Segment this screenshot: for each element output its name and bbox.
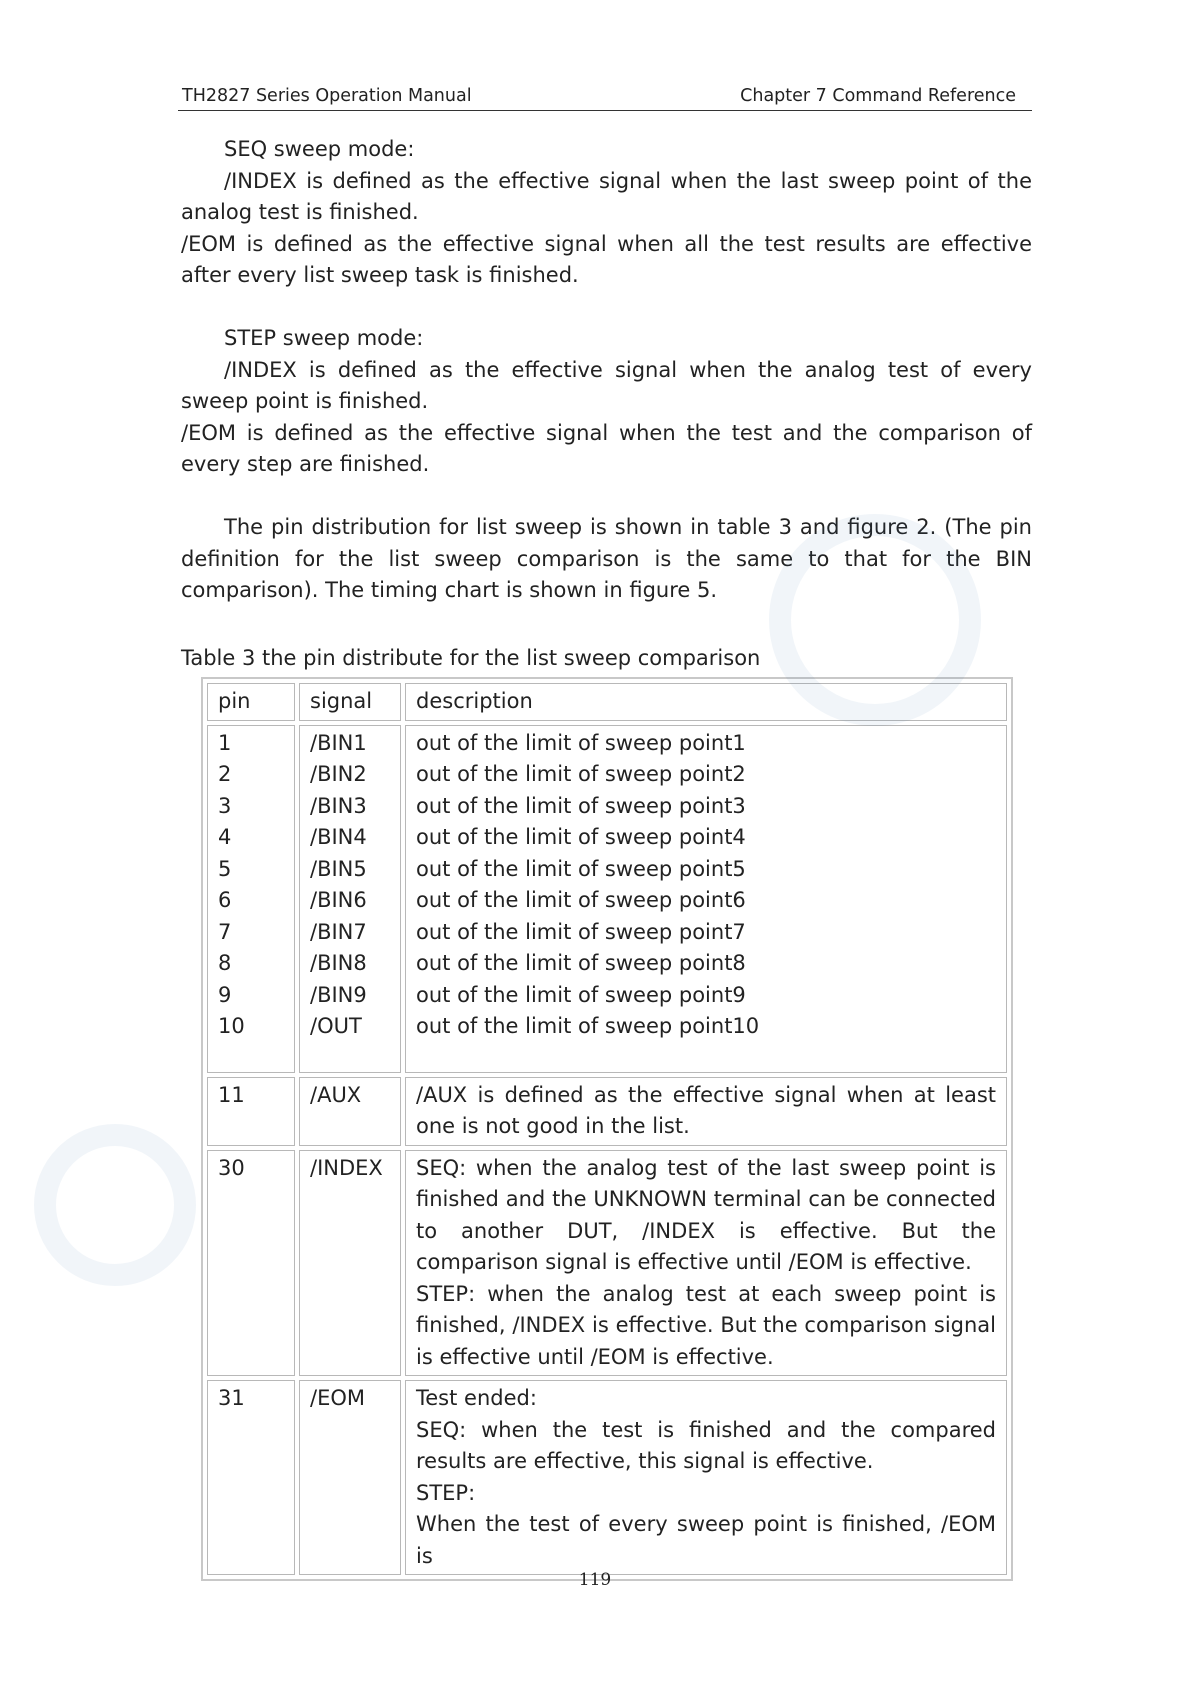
bin-pin: 8 bbox=[218, 951, 232, 975]
bin-signal: /BIN5 bbox=[310, 856, 367, 881]
bin-pin: 9 bbox=[218, 982, 232, 1007]
aux-description: /AUX is defined as the effective signal when at least one is not good in the list. bbox=[405, 1077, 1007, 1146]
step-index-paragraph: /INDEX is defined as the effective signal when the analog test of every sweep point is finished. bbox=[181, 357, 1032, 413]
header-chapter-title: Chapter 7 Command Reference bbox=[740, 86, 1016, 106]
table-row-bins bbox=[207, 725, 1007, 1073]
bin-pin: 6 bbox=[218, 888, 232, 912]
table-header-row bbox=[207, 683, 1007, 721]
bin-pin: 10 bbox=[218, 1014, 245, 1038]
header-signal: signal bbox=[299, 683, 401, 721]
eom-signal: /EOM bbox=[299, 1380, 401, 1575]
index-description-seq: SEQ: when the analog test of the last sweep point is finished and the UNKNOWN terminal can be connected to another DUT, /INDEX is effective. But the comparison signal is effective until /EOM is effective. bbox=[416, 1155, 996, 1274]
seq-title: SEQ sweep mode: bbox=[224, 137, 415, 161]
header-description: description bbox=[405, 683, 1007, 721]
bin-description: out of the limit of sweep point4 bbox=[416, 825, 746, 849]
bin-signal: /BIN2 bbox=[310, 762, 367, 786]
bin-signal: /BIN1 bbox=[310, 730, 367, 755]
bin-signal: /BIN8 bbox=[310, 951, 367, 975]
step-eom-paragraph: /EOM is defined as the effective signal when the test and the comparison of every step are finished. bbox=[181, 420, 1032, 476]
bin-description: out of the limit of sweep point3 bbox=[416, 793, 746, 818]
eom-description-step: When the test of every sweep point is finished, /EOM is bbox=[416, 1512, 996, 1568]
bin-description: out of the limit of sweep point2 bbox=[416, 762, 746, 786]
pin-distribution-paragraph: The pin distribution for list sweep is shown in table 3 and figure 2. (The pin definition for the list sweep comparison is the same to that for the BIN comparison). The timing chart is shown in figure 5. bbox=[181, 515, 1032, 602]
index-description bbox=[405, 1150, 1007, 1377]
bin-pin-cell bbox=[207, 725, 295, 1073]
seq-section bbox=[181, 134, 1032, 292]
header-manual-title: TH2827 Series Operation Manual bbox=[182, 86, 472, 106]
bin-description-cell bbox=[405, 725, 1007, 1073]
seq-index-paragraph: /INDEX is defined as the effective signal when the last sweep point of the analog test is finished. bbox=[181, 168, 1032, 224]
bin-description: out of the limit of sweep point6 bbox=[416, 888, 746, 912]
index-signal: /INDEX bbox=[299, 1150, 401, 1377]
bin-signal: /BIN7 bbox=[310, 919, 367, 944]
bin-description: out of the limit of sweep point9 bbox=[416, 982, 746, 1007]
bin-pin: 2 bbox=[218, 762, 232, 786]
bin-signal: /BIN6 bbox=[310, 888, 367, 912]
bin-description: out of the limit of sweep point8 bbox=[416, 951, 746, 975]
bin-signal-cell bbox=[299, 725, 401, 1073]
seq-eom-paragraph: /EOM is defined as the effective signal when all the test results are effective after every list sweep task is finished. bbox=[181, 231, 1032, 287]
bin-pin: 7 bbox=[218, 919, 232, 944]
step-section bbox=[181, 323, 1032, 481]
bin-signal: /BIN9 bbox=[310, 982, 367, 1007]
aux-signal: /AUX bbox=[299, 1077, 401, 1146]
bin-description: out of the limit of sweep point10 bbox=[416, 1014, 760, 1038]
pin-table bbox=[201, 677, 1013, 1581]
bin-pin: 5 bbox=[218, 856, 232, 881]
eom-description bbox=[405, 1380, 1007, 1575]
bin-description: out of the limit of sweep point5 bbox=[416, 856, 746, 881]
eom-description-seq: SEQ: when the test is finished and the compared results are effective, this signal is effective. bbox=[416, 1417, 996, 1473]
eom-pin: 31 bbox=[207, 1380, 295, 1575]
index-pin: 30 bbox=[207, 1150, 295, 1377]
page-number: 119 bbox=[578, 1570, 612, 1590]
table-caption: Table 3 the pin distribute for the list sweep comparison bbox=[181, 646, 761, 670]
aux-pin: 11 bbox=[207, 1077, 295, 1146]
step-title: STEP sweep mode: bbox=[224, 326, 424, 350]
index-description-step: STEP: when the analog test at each sweep point is finished, /INDEX is effective. But the comparison signal is effective until /EOM is effective. bbox=[416, 1281, 996, 1369]
bin-pin: 3 bbox=[218, 793, 232, 818]
eom-description-step-title: STEP: bbox=[416, 1480, 476, 1505]
pin-distribution-section bbox=[181, 512, 1032, 607]
eom-description-title: Test ended: bbox=[416, 1386, 537, 1410]
page-header bbox=[178, 84, 1032, 111]
header-pin: pin bbox=[207, 683, 295, 721]
bin-signal: /OUT bbox=[310, 1014, 362, 1038]
bin-pin: 4 bbox=[218, 825, 232, 849]
bin-signal: /BIN3 bbox=[310, 793, 367, 818]
bin-pin: 1 bbox=[218, 730, 232, 755]
bin-signal: /BIN4 bbox=[310, 825, 367, 849]
table-row-aux bbox=[207, 1077, 1007, 1146]
bin-description: out of the limit of sweep point1 bbox=[416, 730, 746, 755]
bin-description: out of the limit of sweep point7 bbox=[416, 919, 746, 944]
table-row-eom bbox=[207, 1380, 1007, 1575]
table-row-index bbox=[207, 1150, 1007, 1377]
